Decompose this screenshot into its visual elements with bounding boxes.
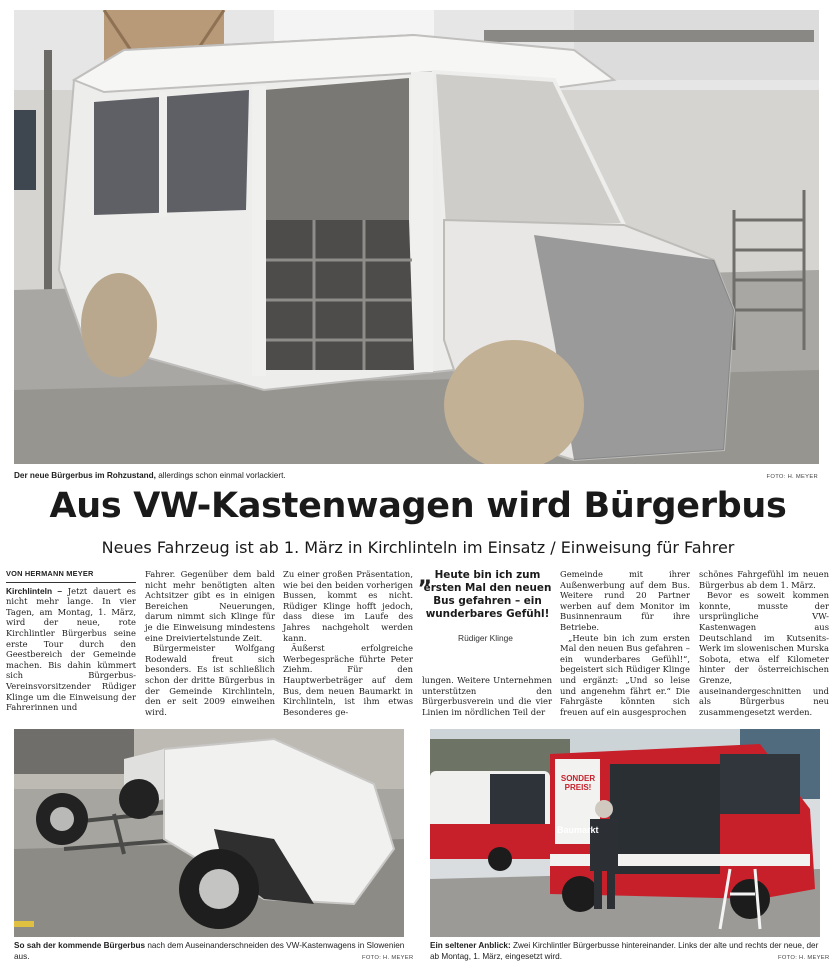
bottom-left-credit: FOTO: H. MEYER (362, 955, 414, 961)
bottom-right-caption-rest: Zwei Kirchlintler Bürgerbusse hintereinander. Links der alte und rechts der neue, der ab Montag, 1. März, eingesetzt wird. (430, 941, 819, 961)
bottom-left-caption-rest: nach dem Auseinanderschneiden des VW-Kastenwagens in Slowenien aus. (14, 941, 405, 961)
top-photo-caption-bold: Der neue Bürgerbus im Rohzustand, (14, 471, 156, 480)
bottom-right-caption (430, 940, 828, 962)
col6-paragraph-1: schönes Fahrgefühl im neuen Bürgerbus ab dem 1. März. (699, 569, 829, 590)
byline: VON HERMANN MEYER (6, 569, 136, 583)
bottom-right-credit: FOTO: H. MEYER (778, 955, 830, 961)
col5-paragraph-2: „Heute bin ich zum ersten Mal den neuen Bus gefahren – ein wunderbares Gefühl!“, begeistert sich Rüdiger Klinge und ergänzt: „Und so leise und angenehm fährt er.“ Die Fahrgäste könnten sich freuen auf ein ausgesprochen (560, 632, 690, 717)
headline: Aus VW-Kastenwagen wird Bürgerbus (49, 486, 787, 526)
pull-quote (418, 565, 553, 643)
article-column-6 (699, 569, 829, 717)
top-photo-caption (14, 470, 614, 481)
article-column-5 (560, 569, 690, 717)
col3-paragraph-2: Äußerst erfolgreiche Werbegespräche führte Peter Ziehm. Für den Hauptwerbeträger auf dem Bus, dem neuen Baumarkt in Kirchlinteln, ist ihm etwas Besonderes ge- (283, 643, 413, 717)
two-buses-illustration (430, 729, 820, 937)
bottom-right-caption-bold: Ein seltener Anblick: (430, 941, 511, 950)
article-column-4 (422, 675, 552, 717)
bus-ad-text: Baumarkt (557, 825, 599, 835)
col3-paragraph-1: Zu einer großen Präsentation, wie bei den beiden vorherigen Bussen, kommt es nicht. Rüdiger Klinge hofft jedoch, dass diese im Laufe des Jahres nachgeholt werden kann. (283, 569, 413, 643)
bus-sign: SONDER PREIS! (560, 774, 596, 792)
bottom-left-caption (14, 940, 412, 962)
col2-paragraph-1: Fahrer. Gegenüber dem bald nicht mehr benötigten alten Achtsitzer gibt es in einigen Bereichen Neuerungen, darum nimmt sich Klinge für je die Einweisung mindestens eine Dreiviertelstunde Zeit. (145, 569, 275, 643)
bottom-left-photo-chassis (14, 729, 404, 937)
article-column-2 (145, 569, 275, 717)
top-photo-credit: FOTO: H. MEYER (766, 474, 818, 480)
chassis-illustration (14, 729, 404, 937)
col6-paragraph-2: Bevor es soweit kommen konnte, musste der ursprüngliche VW-Kastenwagen aus Deutschland im Kutsenits-Werk im slowenischen Murska Sobota, etwa elf Kilometer hinter der österreichischen Grenze, auseinandergeschnitten und als Bürgerbus neu zusammengesetzt werden. (699, 590, 829, 717)
top-photo-bus-shell (14, 10, 819, 464)
col2-paragraph-2: Bürgermeister Wolfgang Rodewald freut sich besonders. Es ist schließlich schon der dritte Bürgerbus in der Gemeinde Kirchlinteln, den er seit 2009 einweihen wird. (145, 643, 275, 717)
bus-shell-illustration (14, 10, 819, 464)
dateline: Kirchlinteln – (6, 585, 63, 596)
subheadline: Neues Fahrzeug ist ab 1. März in Kirchlinteln im Einsatz / Einweisung für Fahrer (101, 538, 735, 557)
lead-text: Jetzt dauert es nicht mehr lange. In vier Tagen, am Montag, 1. März, wird der neue, rote Kirchlintler Bürgerbus seine erste Tour durch den Geestbereich der Gemeinde machen. Bis dahin kümmert sich Bürgerbus-Vereinsvorsitzender Rüdiger Klinge um die Einweisung der Fahrerinnen und (6, 585, 136, 713)
col4-paragraph: lungen. Weitere Unternehmen unterstützen den Bürgerbusverein und die vier Linien im nördlichen Teil der (422, 675, 552, 717)
article-lead-paragraph (6, 586, 136, 713)
top-photo-caption-rest: allerdings schon einmal vorlackiert. (155, 471, 286, 480)
article-column-3 (283, 569, 413, 717)
bottom-right-photo-two-buses (430, 729, 820, 937)
quote-author: Rüdiger Klinge (458, 633, 513, 643)
article-column-1 (6, 569, 136, 713)
quote-text: Heute bin ich zum ersten Mal den neuen Bus gefahren – ein wunderbares Gefühl! (423, 569, 552, 620)
bottom-left-caption-bold: So sah der kommende Bürgerbus (14, 941, 146, 950)
quote-mark: „ (418, 565, 433, 590)
col5-paragraph-1: Gemeinde mit ihrer Außenwerbung auf dem Bus. Weitere rund 20 Partner werben auf dem Monitor im Businnenraum für ihre Betriebe. (560, 569, 690, 632)
